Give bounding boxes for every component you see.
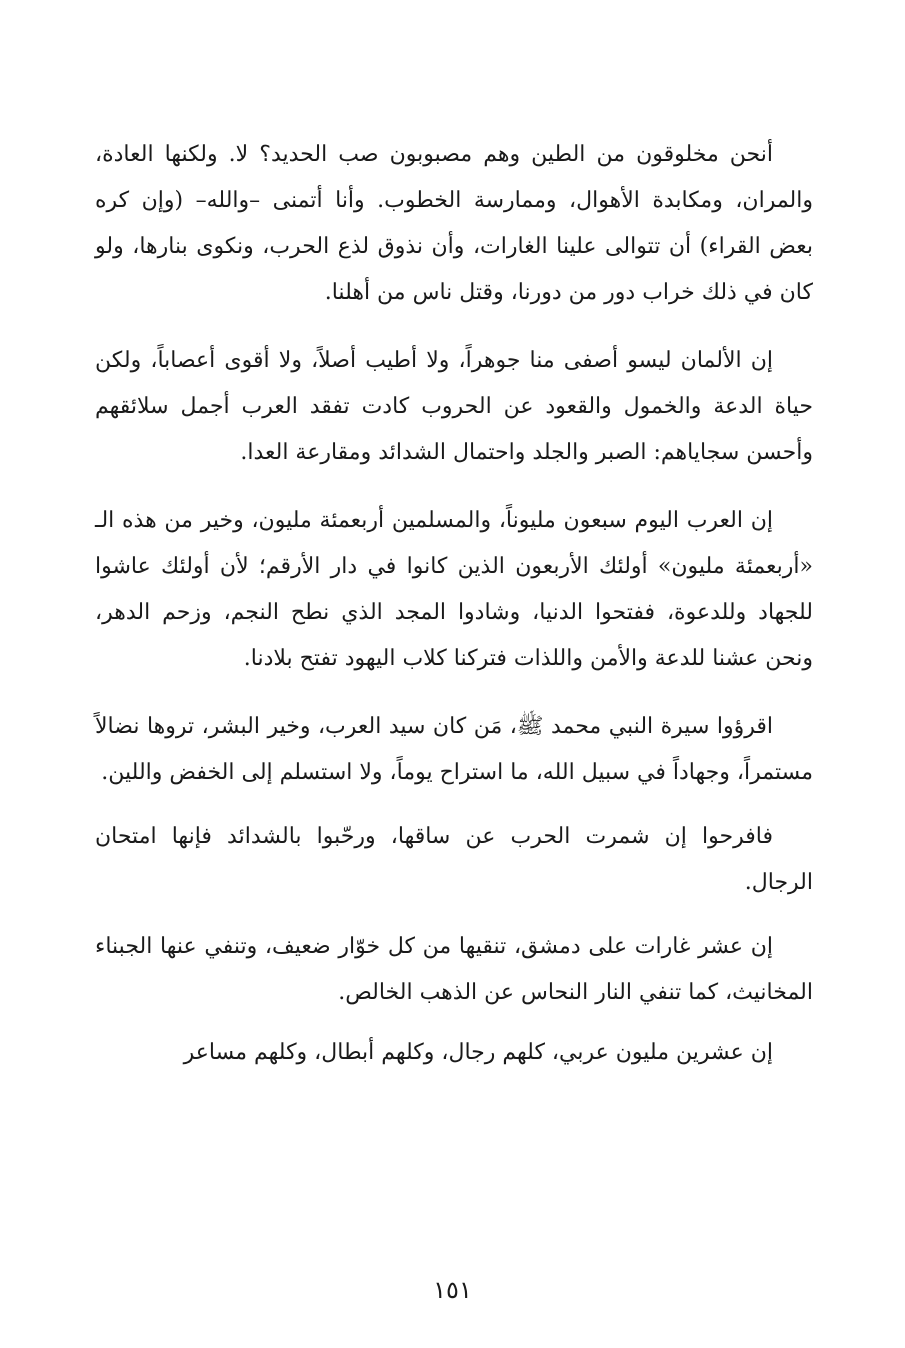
paragraph-2: إن الألمان ليسو أصفى منا جوهراً، ولا أطيب أصلاً، ولا أقوى أعصاباً، ولكن حياة الدعة والخمول والقعود عن الحروب كادت تفقد العرب أجمل سلائقهم وأحسن سجاياهم: الصبر والجلد واحتمال الشدائد ومقارعة العدا.	[95, 348, 813, 465]
page-number: ١٥١	[433, 1276, 472, 1304]
paragraph-5: فافرحوا إن شمرت الحرب عن ساقها، ورحّبوا بالشدائد فإنها امتحان الرجال.	[95, 824, 813, 895]
paragraph-4: اقرؤوا سيرة النبي محمد ﷺ، مَن كان سيد العرب، وخير البشر، تروها نضالاً مستمراً، وجهاداً في سبيل الله، ما استراح يوماً، ولا استسلم إلى الخفض واللين.	[95, 714, 813, 785]
paragraph-3: إن العرب اليوم سبعون مليوناً، والمسلمين أربعمئة مليون، وخير من هذه الـ «أربعمئة مليون» أولئك الأربعون الذين كانوا في دار الأرقم؛ لأن أولئك عاشوا للجهاد وللدعوة، ففتحوا الدنيا، وشادوا المجد الذي نطح النجم، وزحم الدهر، ونحن عشنا للدعة والأمن واللذات فتركنا كلاب اليهود تفتح بلادنا.	[95, 508, 813, 671]
body-text	[95, 132, 813, 1076]
paragraph-1: أنحن مخلوقون من الطين وهم مصبوبون صب الحديد؟ لا. ولكنها العادة، والمران، ومكابدة الأهوال، وممارسة الخطوب. وأنا أتمنى –والله– (وإن كره بعض القراء) أن تتوالى علينا الغارات، وأن نذوق لذع الحرب، ونكوى بنارها، ولو كان في ذلك خراب دور من دورنا، وقتل ناس من أهلنا.	[95, 142, 813, 305]
paragraph-6: إن عشر غارات على دمشق، تنقيها من كل خوّار ضعيف، وتنفي عنها الجبناء المخانيث، كما تنفي النار النحاس عن الذهب الخالص.	[95, 934, 813, 1005]
paragraph-7: إن عشرين مليون عربي، كلهم رجال، وكلهم أبطال، وكلهم مساعر	[183, 1040, 773, 1065]
